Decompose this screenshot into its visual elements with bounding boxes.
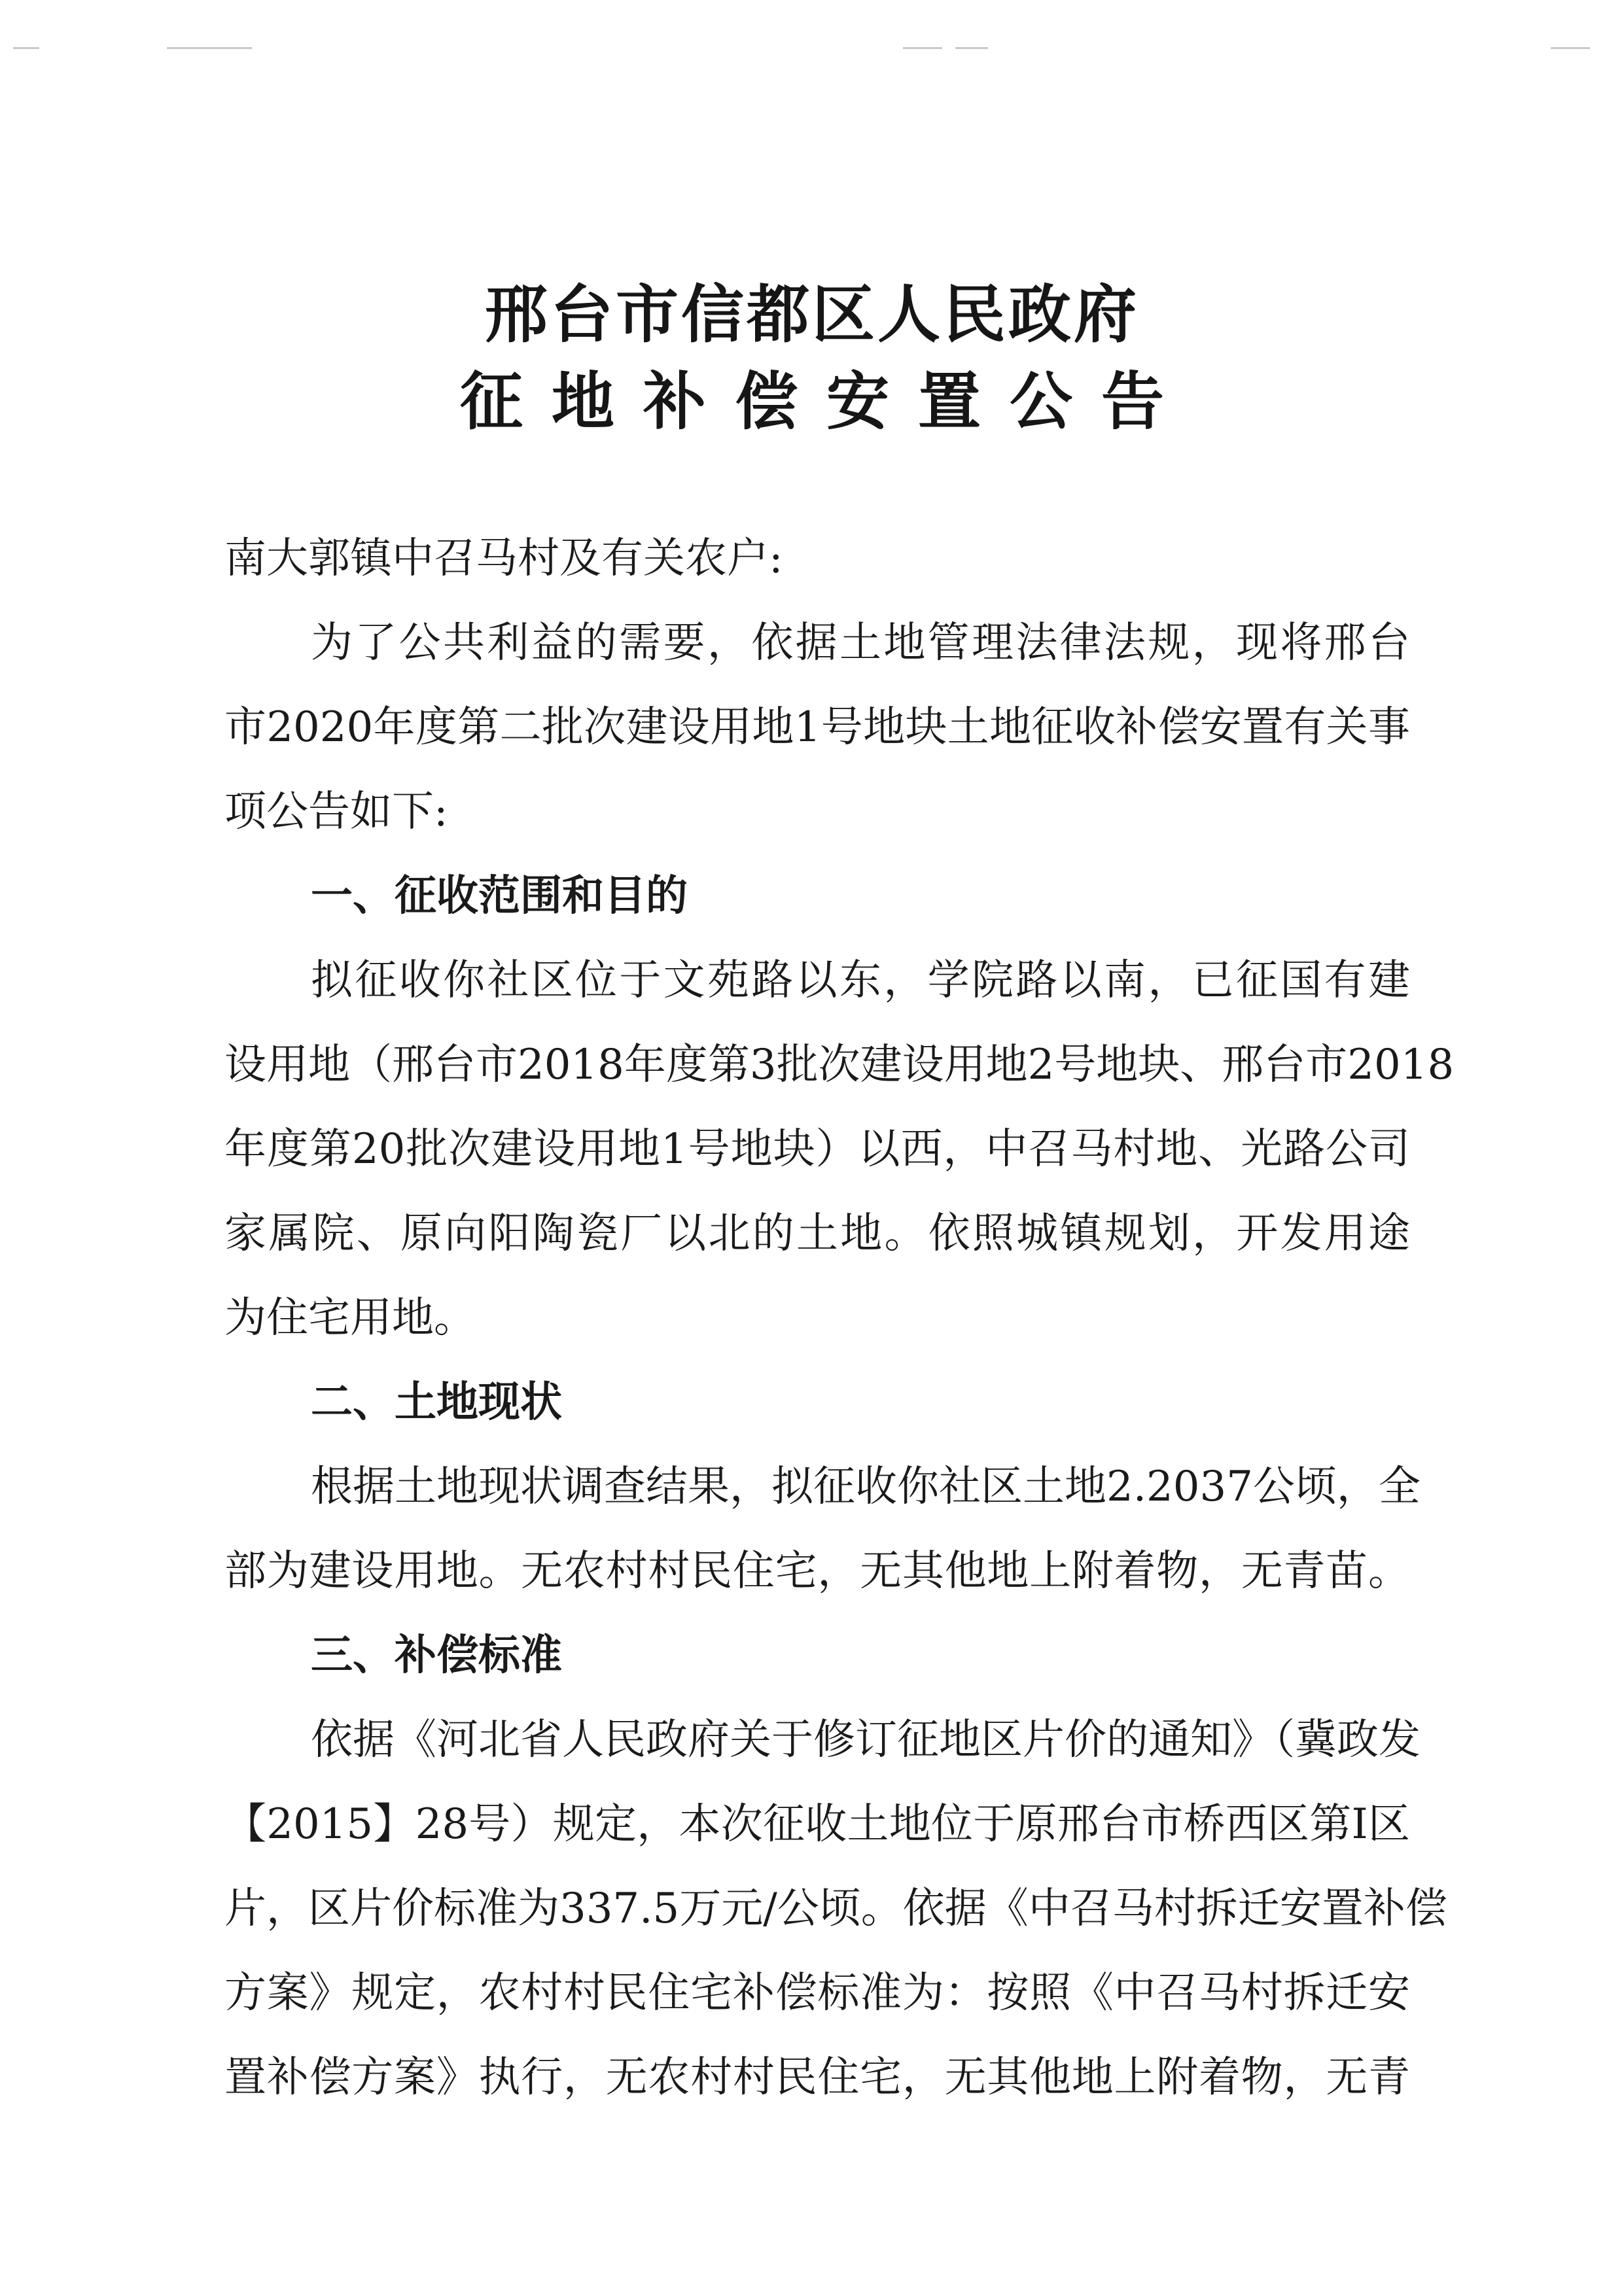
section3-line: 片，区片价标准为337.5万元/公顷。依据《中召马村拆迁安置补偿 [224,1885,1447,1933]
document-title-line2: 征地补偿安置公告 [460,365,1193,438]
section3-line: 依据《河北省人民政府关于修订征地区片价的通知》（冀政发 [311,1716,1421,1764]
document-body [224,517,1455,2120]
section1-line: 年度第20批次建设用地1号地块）以西，中召马村地、光路公司 [224,1125,1410,1174]
section3-line: 方案》规定，农村村民住宅补偿标准为：按照《中召马村拆迁安 [224,1969,1410,2017]
intro-line: 为了公共利益的需要，依据土地管理法律法规，现将邢台 [311,619,1410,667]
section1-line: 设用地（邢台市2018年度第3批次建设用地2号地块、邢台市2018 [224,1041,1455,1089]
section1-heading: 一、征收范围和目的 [311,872,688,920]
section2-line: 部为建设用地。无农村村民住宅，无其他地上附着物，无青苗。 [224,1547,1410,1595]
section1-line: 家属院、原向阳陶瓷厂以北的土地。依照城镇规划，开发用途 [224,1209,1410,1258]
section3-heading: 三、补偿标准 [311,1631,562,1680]
intro-line: 项公告如下: [224,788,448,836]
section1-line: 为住宅用地。 [224,1294,476,1342]
section1-line: 拟征收你社区位于文苑路以东，学院路以南，已征国有建 [311,956,1410,1005]
addressee: 南大郭镇中召马村及有关农户: [224,534,783,583]
scan-edge-marks [0,47,1624,52]
section2-line: 根据土地现状调查结果，拟征收你社区土地2.2037公顷，全 [311,1463,1421,1511]
section3-line: 置补偿方案》执行，无农村村民住宅，无其他地上附着物，无青 [224,2053,1410,2102]
document-title-line1: 邢台市信都区人民政府 [485,278,1139,351]
intro-line: 市2020年度第二批次建设用地1号地块土地征收补偿安置有关事 [224,703,1410,752]
section3-line: 【2015】28号）规定，本次征收土地位于原邢台市桥西区第Ⅰ区 [224,1800,1410,1849]
section2-heading: 二、土地现状 [311,1378,562,1427]
